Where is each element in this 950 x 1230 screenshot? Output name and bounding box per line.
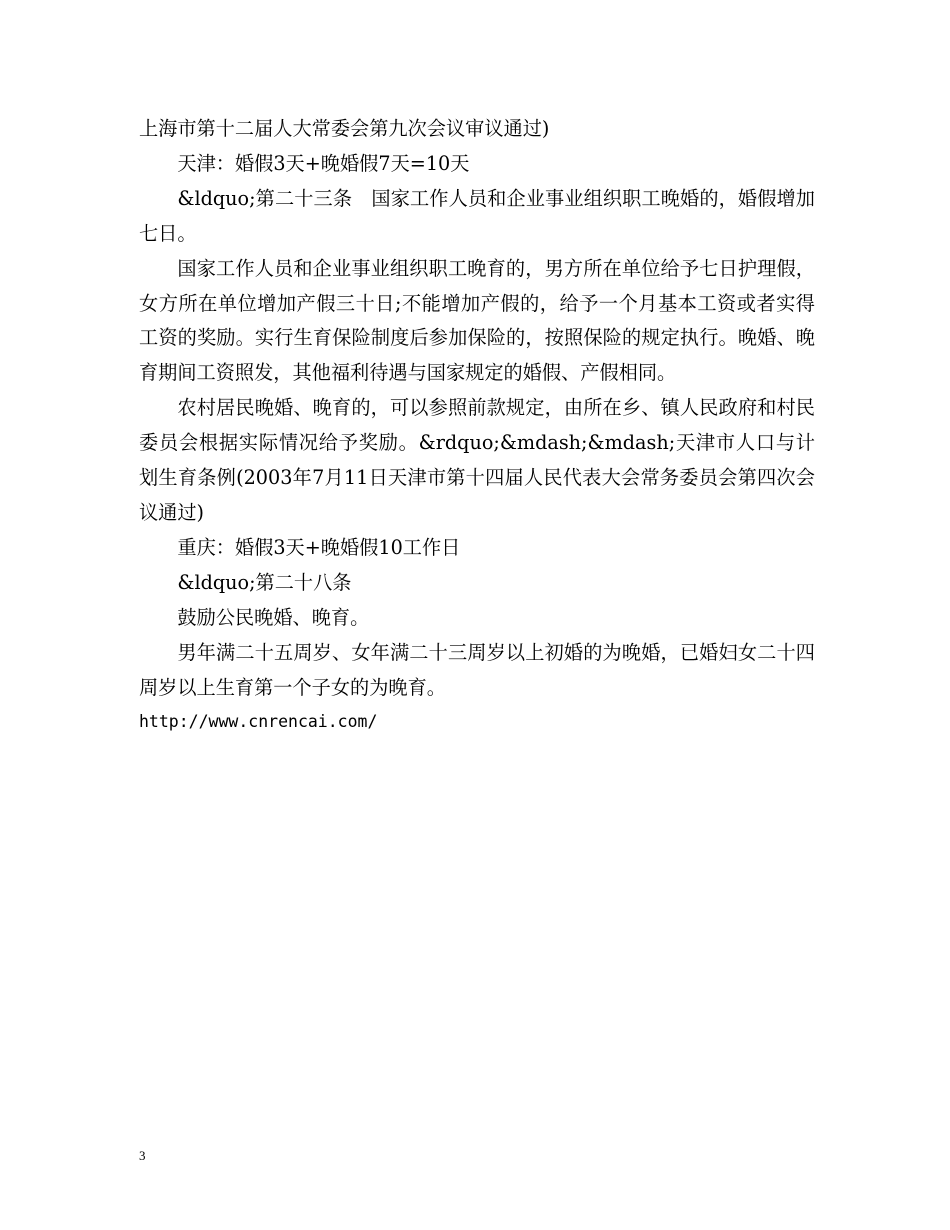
paragraph-7: &ldquo;第二十八条	[177, 570, 352, 594]
page-number: 3	[139, 1148, 146, 1163]
paragraph-8: 鼓励公民晚婚、晚育。	[177, 605, 370, 629]
paragraph-6: 重庆：婚假3天+晚婚假10工作日	[177, 535, 461, 559]
paragraph-1: 上海市第十二届人大常委会第九次会议审议通过)	[139, 117, 550, 140]
paragraph-5: 农村居民晚婚、晚育的，可以参照前款规定，由所在乡、镇人民政府和村民委员会根据实际情况给予奖励。&rdquo;&mdash;&mdash;天津市人口与计划生育条例(2003年7月11日天津市第十四届人民代表大会常务委员会第四次会议通过)	[139, 396, 815, 524]
paragraph-9: 男年满二十五周岁、女年满二十三周岁以上初婚的为晚婚，已婚妇女二十四周岁以上生育第一个子女的为晚育。	[139, 640, 815, 699]
source-url: http://www.cnrencai.com/	[139, 712, 378, 732]
paragraph-2: 天津：婚假3天+晚婚假7天=10天	[177, 151, 470, 175]
paragraph-4: 国家工作人员和企业事业组织职工晚育的，男方所在单位给予七日护理假，女方所在单位增加产假三十日;不能增加产假的，给予一个月基本工资或者实得工资的奖励。实行生育保险制度后参加保险的，按照保险的规定执行。晚婚、晚育期间工资照发，其他福利待遇与国家规定的婚假、产假相同。	[139, 256, 815, 385]
paragraph-3: &ldquo;第二十三条 国家工作人员和企业事业组织职工晚婚的，婚假增加七日。	[139, 186, 815, 245]
document-body	[139, 112, 815, 740]
